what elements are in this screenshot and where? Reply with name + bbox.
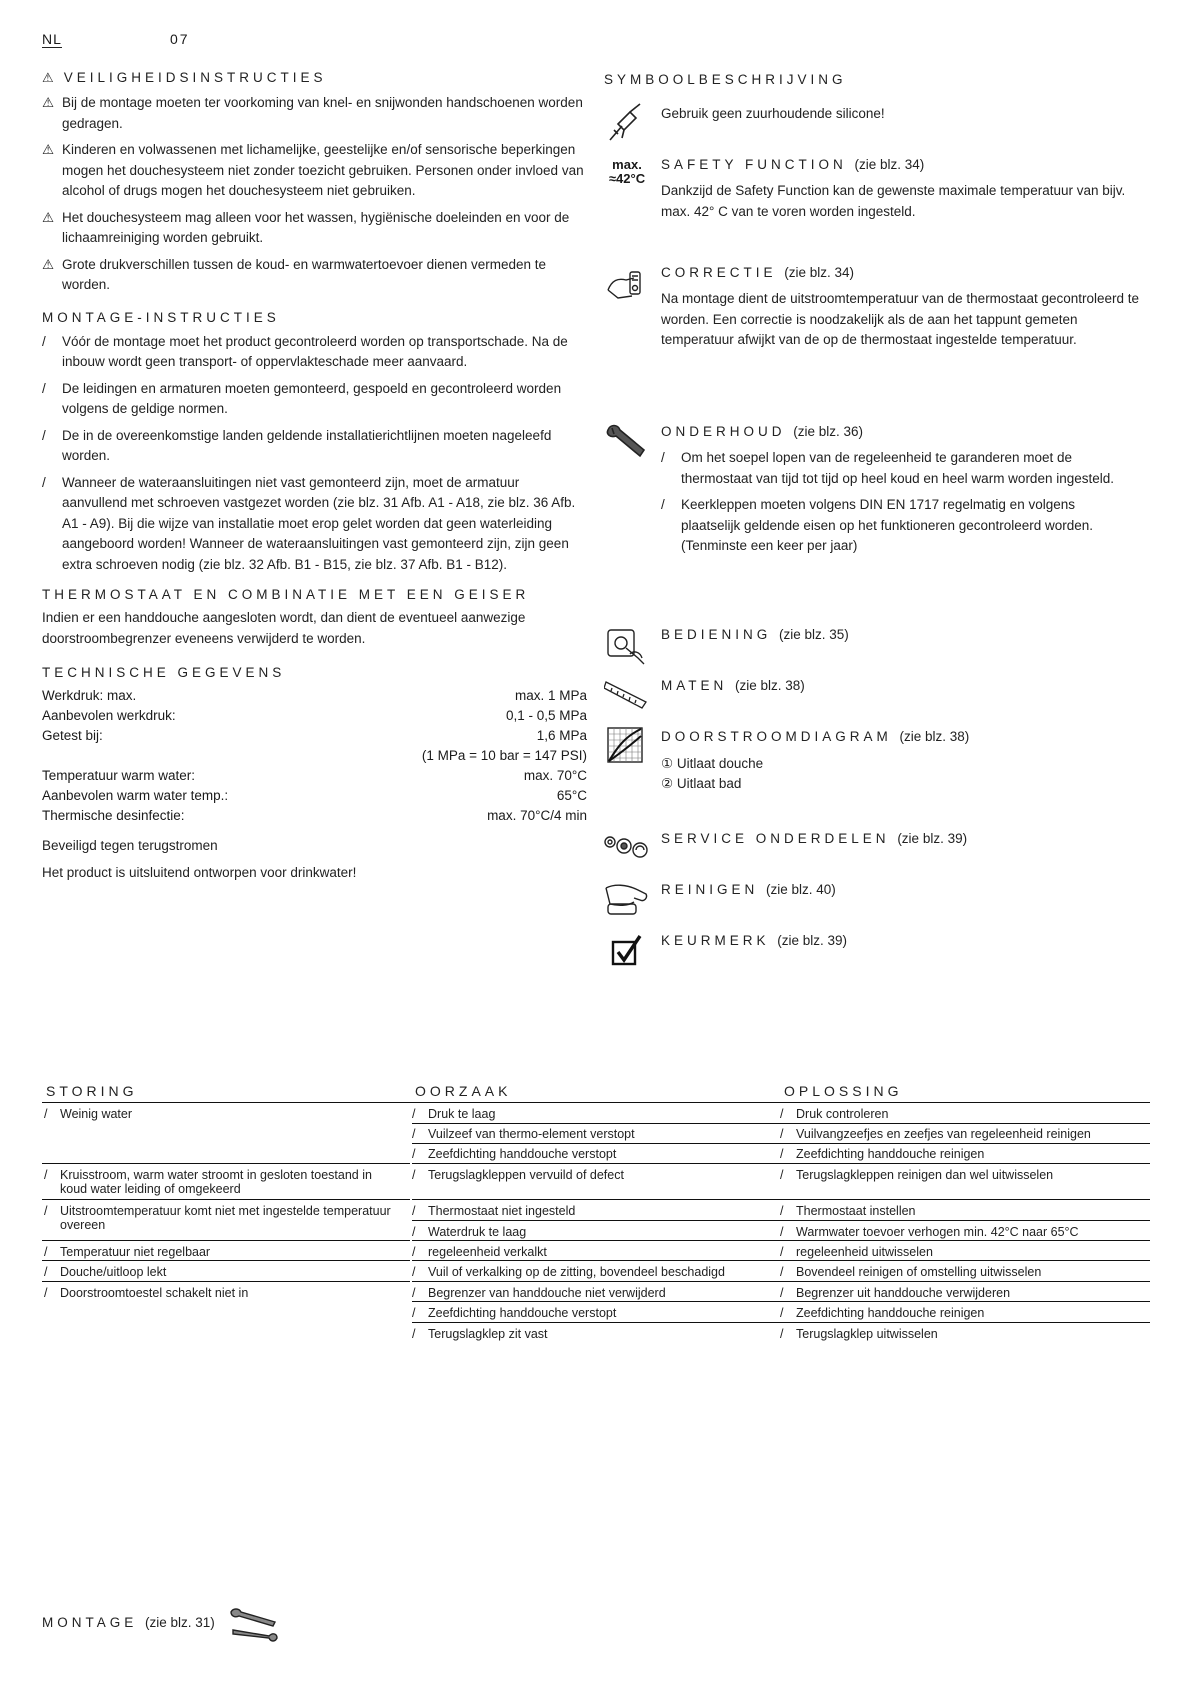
table-cell: / Warmwater toevoer verhogen min. 42°C naar 65°C: [780, 1225, 1079, 1239]
tech-row: Werkdruk: max. max. 1 MPa: [42, 688, 587, 703]
table-rule: [42, 1240, 410, 1241]
table-row-cont: overeen: [60, 1218, 106, 1232]
table-cell: / Terugslagklep uitwisselen: [780, 1327, 938, 1341]
ruler-icon: [604, 674, 648, 718]
doorstroom-outlet-2: ② Uitlaat bad: [661, 776, 742, 791]
page-number: 07: [170, 31, 190, 47]
header-oorzaak: OORZAAK: [415, 1083, 512, 1099]
tech-note-drinkwater: Het product is uitsluitend ontworpen voor drinkwater!: [42, 864, 357, 880]
table-row: / Uitstroomtemperatuur komt niet met ingestelde temperatuur: [44, 1204, 391, 1218]
table-row-cont: koud water leiding of omgekeerd: [60, 1182, 241, 1196]
table-cell: / Zeefdichting handdouche reinigen: [780, 1147, 985, 1161]
table-cell: / Waterdruk te laag: [412, 1225, 527, 1239]
table-row: / Temperatuur niet regelbaar: [44, 1245, 211, 1259]
onderhoud-list: [661, 448, 1135, 563]
table-cell: / Terugslagkleppen vervuild of defect: [412, 1168, 624, 1182]
list-item: / Keerkleppen moeten volgens DIN EN 1717 regelmatig en volgens plaatselijk geldende eisen op het funktioneren gecontroleerd worden. (Tenminste een keer per jaar): [661, 497, 1094, 553]
table-rule: [412, 1220, 780, 1221]
bediening-heading: BEDIENING (zie blz. 35): [661, 627, 849, 642]
onderhoud-heading: ONDERHOUD (zie blz. 36): [661, 424, 864, 439]
safety-function-text: Dankzijd de Safety Function kan de gewenste maximale temperatuur van bijv. max. 42° C van te voren worden ingesteld.: [661, 183, 1126, 219]
page-lang: NL: [42, 31, 62, 47]
geiser-text: Indien er een handdouche aangesloten wordt, dan dient de eventueel aanwezige doorstroombegrenzer eveneens verwijderd te worden.: [42, 610, 526, 646]
table-cell: / Zeefdichting handdouche verstopt: [412, 1147, 617, 1161]
tech-row: (1 MPa = 10 bar = 147 PSI): [421, 748, 587, 763]
correctie-heading: CORRECTIE (zie blz. 34): [661, 265, 855, 280]
geiser-heading: THERMOSTAAT EN COMBINATIE MET EEN GEISER: [42, 587, 530, 602]
table-rule: [412, 1301, 780, 1302]
table-row: / Doorstroomtoestel schakelt niet in: [44, 1286, 249, 1300]
table-cell: / Druk te laag: [412, 1107, 496, 1121]
doorstroom-outlet-1: ① Uitlaat douche: [661, 756, 764, 771]
hand-correctie-icon: [604, 262, 648, 306]
tech-table: [42, 686, 587, 826]
table-cell: / Zeefdichting handdouche verstopt: [412, 1306, 617, 1320]
table-rule: [780, 1220, 1150, 1221]
header-oplossing: OPLOSSING: [784, 1083, 903, 1099]
table-cell: / Bovendeel reinigen of omstelling uitwisselen: [780, 1265, 1042, 1279]
list-item: ⚠ Kinderen en volwassenen met lichamelijke, geestelijke en/of sensorische beperkingen mogen het douchesysteem niet zonder toezicht gebruiken. Personen onder invloed van alcohol of drugs mogen het douchesysteem niet gebruiken.: [42, 142, 584, 198]
doorstroom-heading: DOORSTROOMDIAGRAM (zie blz. 38): [661, 729, 970, 744]
checkbox-icon: [610, 934, 644, 968]
maten-heading: MATEN (zie blz. 38): [661, 678, 805, 693]
table-rule: [42, 1260, 410, 1261]
table-rule: [780, 1240, 1150, 1241]
table-rule: [412, 1240, 780, 1241]
table-rule: [412, 1281, 780, 1282]
table-cell: / Druk controleren: [780, 1107, 889, 1121]
flow-diagram-icon: [606, 726, 644, 764]
table-cell: / Terugslagkleppen reinigen dan wel uitwisselen: [780, 1168, 1054, 1182]
silicone-text: Gebruik geen zuurhoudende silicone!: [661, 106, 885, 121]
table-cell: / Thermostaat niet ingesteld: [412, 1204, 576, 1218]
tech-row: Aanbevolen werkdruk: 0,1 - 0,5 MPa: [42, 708, 587, 723]
list-item: / Wanneer de wateraansluitingen niet vast gemonteerd zijn, moet de armatuur aanvullend met schroeven vastgezet worden (zie blz. 31 Afb. A1 - A18, zie blz. 36 Afb. A1 - A9). Bij die wijze van installatie moet erop gelet worden dat geen waterleiding aangeboord worden! Wanneer de wateraansluitingen vast gemonteerd zijn, zijn geen extra schroeven nodig (zie blz. 32 Afb. B1 - B15, zie blz. 37 Afb. B1 - B12).: [42, 474, 576, 572]
list-item: / Om het soepel lopen van de regeleenheid te garanderen moet de thermostaat van tijd tot tijd op heel koud en heel warm worden ingesteld.: [661, 450, 1115, 486]
table-cell: / Vuilvangzeefjes en zeefjes van regeleenheid reinigen: [780, 1127, 1091, 1141]
header-storing: STORING: [46, 1083, 138, 1099]
table-rule: [412, 1163, 780, 1164]
hand-bediening-icon: [604, 624, 648, 668]
table-cell: / Begrenzer van handdouche niet verwijderd: [412, 1286, 666, 1300]
table-rule: [780, 1163, 1150, 1164]
correctie-text: Na montage dient de uitstroomtemperatuur van de thermostaat gecontroleerd te worden. Een correctie is noodzakelijk als de aan het tappunt gemeten temperatuur afwijkt van de op de thermostaat ingestelde temperatuur.: [661, 291, 1140, 347]
safety-function-heading: SAFETY FUNCTION (zie blz. 34): [661, 157, 925, 172]
table-rule: [412, 1143, 780, 1144]
list-item: / Vóór de montage moet het product gecontroleerd worden op transportschade. Na de inbouw wordt geen transport- of oppervlakteschade meer aanvaard.: [42, 333, 568, 369]
tech-row: Getest bij: 1,6 MPa: [42, 728, 587, 743]
table-rule: [42, 1199, 410, 1200]
table-cell: / Vuil of verkalking op de zitting, bovendeel beschadigd: [412, 1265, 725, 1279]
table-rule: [42, 1281, 410, 1282]
keurmerk-heading: KEURMERK (zie blz. 39): [661, 933, 848, 948]
table-rule: [780, 1281, 1150, 1282]
list-item: ⚠ Grote drukverschillen tussen de koud- en warmwatertoevoer dienen vermeden te worden.: [42, 256, 547, 292]
table-cell: / Vuilzeef van thermo-element verstopt: [412, 1127, 635, 1141]
table-row: / Weinig water: [44, 1107, 133, 1121]
wrench-icon: [604, 420, 648, 464]
safety-list: [42, 93, 587, 296]
safety-heading: ⚠ VEILIGHEIDSINSTRUCTIES: [42, 70, 327, 85]
table-rule: [412, 1322, 780, 1323]
tech-row: Thermische desinfectie: max. 70°C/4 min: [42, 808, 587, 823]
table-rule: [42, 1102, 1150, 1103]
service-parts-icon: [602, 826, 650, 866]
footer-montage: MONTAGE (zie blz. 31): [42, 1615, 215, 1630]
max-temp-icon: max. ≈42°C: [608, 157, 646, 186]
table-cell: / Thermostaat instellen: [780, 1204, 916, 1218]
montage-list: [42, 332, 587, 576]
montage-heading: MONTAGE-INSTRUCTIES: [42, 309, 280, 325]
tech-note-backflow: Beveiligd tegen terugstromen: [42, 838, 218, 853]
silicone-gun-icon: [604, 100, 648, 144]
table-cell: / Zeefdichting handdouche reinigen: [780, 1306, 985, 1320]
table-rule: [412, 1199, 780, 1200]
table-row: / Kruisstroom, warm water stroomt in gesloten toestand in: [44, 1168, 372, 1182]
table-rule: [780, 1199, 1150, 1200]
table-rule: [780, 1301, 1150, 1302]
table-rule: [42, 1163, 410, 1164]
table-rule: [780, 1123, 1150, 1124]
list-item: / De in de overeenkomstige landen geldende installatierichtlijnen moeten nageleefd worden.: [42, 427, 552, 463]
symbols-heading: SYMBOOLBESCHRIJVING: [604, 72, 847, 87]
reinigen-heading: REINIGEN (zie blz. 40): [661, 882, 836, 897]
table-rule: [412, 1260, 780, 1261]
table-rule: [780, 1260, 1150, 1261]
list-item: / De leidingen en armaturen moeten gemonteerd, gespoeld en gecontroleerd worden volgens de geldige normen.: [42, 380, 562, 416]
table-cell: / regeleenheid uitwisselen: [780, 1245, 933, 1259]
list-item: ⚠ Het douchesysteem mag alleen voor het wassen, hygiënische doeleinden en voor de lichaamreiniging worden gebruikt.: [42, 209, 570, 245]
table-cell: / Terugslagklep zit vast: [412, 1327, 548, 1341]
table-rule: [780, 1322, 1150, 1323]
service-heading: SERVICE ONDERDELEN (zie blz. 39): [661, 831, 968, 846]
list-item: ⚠ Bij de montage moeten ter voorkoming van knel- en snijwonden handschoenen worden gedragen.: [42, 95, 583, 131]
wrenches-icon: [229, 1606, 279, 1642]
tech-row: Temperatuur warm water: max. 70°C: [42, 768, 587, 783]
cleaning-hand-icon: [604, 878, 650, 918]
table-row: / Douche/uitloop lekt: [44, 1265, 167, 1279]
table-cell: / Begrenzer uit handdouche verwijderen: [780, 1286, 1011, 1300]
table-rule: [412, 1123, 780, 1124]
tech-heading: TECHNISCHE GEGEVENS: [42, 665, 286, 680]
table-rule: [780, 1143, 1150, 1144]
table-cell: / regeleenheid verkalkt: [412, 1245, 547, 1259]
tech-row: Aanbevolen warm water temp.: 65°C: [42, 788, 587, 803]
left-column: [42, 70, 587, 883]
